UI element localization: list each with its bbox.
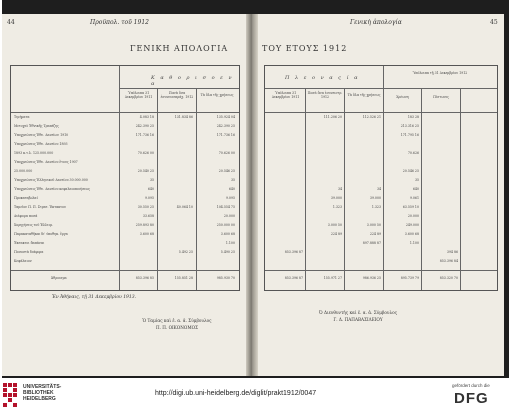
left-row-label: Κεφάλαιον xyxy=(14,259,32,263)
right-row-d: 640 xyxy=(412,187,419,191)
right-signer-title: Ὁ Διευθυντὴς καὶ ἐ. α. ἀ. Σύμβουλος xyxy=(319,310,397,315)
right-running-head: Γενικὴ ἀπολογία xyxy=(350,19,402,26)
left-row-c: 250.000 00 xyxy=(216,223,235,227)
left-row-b: 131.834 86 xyxy=(174,115,193,119)
left-title: ΓΕΝΙΚΗ ΑΠΟΛΟΓΙΑ xyxy=(130,44,229,53)
right-row-c: 112.526 21 xyxy=(362,115,381,119)
left-date-line: Ἐν Ἀθήναις, τῇ 31 Δεκεμβρίου 1913. xyxy=(52,295,137,300)
left-row-label: Ὑποχρεώσεις Ἐθν. Δανείων 1910 xyxy=(14,133,69,137)
left-row-label: Ποσοστὰ διάφορα xyxy=(14,250,44,254)
right-row-a: 853.396 87 xyxy=(284,250,303,254)
left-row-label: Προκαταβολαί xyxy=(14,196,38,200)
right-signer-name: Γ. Δ. ΠΑΠΑΒΑΣΙΛΕΙΟΥ xyxy=(333,317,383,322)
left-row-label: Παρακαταθῆκαι δι' ὑποθηκ. ἔργα xyxy=(14,232,68,236)
left-page-number: 44 xyxy=(7,19,15,26)
left-row-c: 171.736 16 xyxy=(216,133,235,137)
left-row-label: Ταμεῖον Π. Π. Στρατ. Ἐκτακτου xyxy=(14,205,66,209)
left-col2-header: Ποσὰ ὅσα ἐσυνεισεπράχ. 1912 xyxy=(160,91,194,99)
left-table xyxy=(10,65,240,291)
left-total-a: 853.396 85 xyxy=(135,276,154,280)
left-row-label: Μετοχαὶ Ἐθνικῆς Τραπέζης xyxy=(14,124,59,128)
left-row-b: 5.492 25 xyxy=(178,250,193,254)
left-row-a: 3.600 68 xyxy=(139,232,154,236)
left-col3-header: Τὰ ὅλα τῆς χρήσεως xyxy=(200,93,234,97)
heidelberg-logo[interactable] xyxy=(3,383,23,408)
left-row-a: 4.083 18 xyxy=(139,115,154,119)
right-col1-header: Ὑπόλοιπα 31 Δεκεμβρίου 1911 xyxy=(271,91,300,99)
left-row-a: 171.736 16 xyxy=(135,133,154,137)
left-row-a: 20.540 25 xyxy=(137,169,154,173)
dfg-logo[interactable]: DFG xyxy=(454,390,489,407)
left-row-c: 20.546 25 xyxy=(218,169,235,173)
left-row-label: Τιμήματα xyxy=(14,115,30,119)
left-row-c: 70.626 00 xyxy=(218,151,235,155)
left-row-label: Ὑποχρεώσεις Ἐλληνικοῦ Δανείου 30.000.000 xyxy=(14,178,88,182)
left-row-c: 104.554 75 xyxy=(216,205,235,209)
right-row-c: 39.000 xyxy=(369,196,381,200)
right-row-c: 3.000 50 xyxy=(366,223,381,227)
left-row-a: 640 xyxy=(147,187,154,191)
left-row-a: 9.095 xyxy=(144,196,154,200)
right-row-c: 224 89 xyxy=(369,232,381,236)
left-total-c: 985.930 70 xyxy=(216,276,235,280)
right-row-e: 394 86 xyxy=(446,250,458,254)
left-row-label: Ὑποχρεώσεις Ἐθν. Δανείου 1893 xyxy=(14,142,68,146)
left-row-a: 33.658 xyxy=(142,214,154,218)
left-signer-title: Ὁ Ταμίας καὶ ἐ. α. ἀ. Σύμβουλος xyxy=(142,318,212,323)
right-col4-header: Χρέωση xyxy=(396,95,409,99)
left-row-c: 242.390 25 xyxy=(216,124,235,128)
right-row-b: 39.000 xyxy=(330,196,342,200)
left-row-label: Χορηγήσεις τοῦ Ἐλλειμ. xyxy=(14,223,54,227)
left-row-c: 640 xyxy=(228,187,235,191)
left-row-a: 30.550 25 xyxy=(137,205,154,209)
left-row-c: 9.095 xyxy=(225,196,235,200)
right-row-c: 1.323 xyxy=(371,205,381,209)
right-row-d: 63.559 10 xyxy=(402,205,419,209)
right-table xyxy=(264,65,498,291)
left-row-a: 70.626 00 xyxy=(137,151,154,155)
right-row-b: 224 89 xyxy=(330,232,342,236)
left-total-b: 155.851 28 xyxy=(174,276,193,280)
left-row-label: Ἐκτακτοι δαπάναι xyxy=(14,241,45,245)
right-total-b: 155.971 27 xyxy=(323,276,342,280)
right-col3-header: Τὰ ὅλα τῆς χρήσεως xyxy=(347,93,381,97)
funded-by-label: gefördert durch die xyxy=(452,383,490,388)
right-row-d: 20.000 xyxy=(407,214,419,218)
right-header-group: Π λ ε ο ν α ς ί α xyxy=(285,75,360,81)
right-row-d: 9.061 xyxy=(409,196,419,200)
left-header-group: Κ α θ ο ρ ι σ ο ε ν α xyxy=(151,75,234,87)
right-total-d: 895.739 79 xyxy=(400,276,419,280)
right-page xyxy=(258,14,504,376)
left-running-head: Προϋπολ. τοῦ 1912 xyxy=(90,19,149,26)
right-row-d: 70.626 xyxy=(407,151,419,155)
left-row-label: Διάφορα ποσά xyxy=(14,214,38,218)
right-total-c: 986.936 25 xyxy=(362,276,381,280)
left-row-c: 1.100 xyxy=(225,241,235,245)
right-row-c: 34 xyxy=(376,187,381,191)
left-row-label: Ὑποχρεώσεις Ἐθν. Δανείου κεφαλαιοποιήσεως xyxy=(14,187,91,191)
right-row-d: 249.000 xyxy=(405,223,419,227)
left-row-label: 1893 κ.τ.λ. 125.000.000 xyxy=(14,151,54,155)
left-row-b: 40.064 10 xyxy=(176,205,193,209)
right-row-b: 34 xyxy=(337,187,342,191)
right-total-a: 853.396 87 xyxy=(284,276,303,280)
right-row-d: 20.546 25 xyxy=(402,169,419,173)
right-row-d: 1.100 xyxy=(409,241,419,245)
right-row-b: 111.206 20 xyxy=(323,115,342,119)
permalink-url[interactable]: http://digi.ub.uni-heidelberg.de/diglit/prakt1912/0047 xyxy=(155,390,317,397)
left-row-c: 35 xyxy=(230,178,235,182)
book-gutter xyxy=(246,14,258,376)
left-row-c: 135.924 04 xyxy=(216,115,235,119)
right-header-group2: Ὑπόλοιπα τῇ 31 Δεκεμβρίου 1912 xyxy=(412,71,468,75)
left-total-label: Ἀθροισμα xyxy=(51,276,67,280)
left-row-c: 5.490 25 xyxy=(220,250,235,254)
left-row-c: 20.000 xyxy=(223,214,235,218)
right-row-d: 3.600 68 xyxy=(404,232,419,236)
left-row-label: 25.000.000 xyxy=(14,169,33,173)
left-col1-header: Ὑπόλοιπα 31 Δεκεμβρίου 1911 xyxy=(124,91,153,99)
left-row-a: 259.893 80 xyxy=(135,223,154,227)
right-page-number: 45 xyxy=(490,19,498,26)
right-row-b: 3.000 50 xyxy=(327,223,342,227)
right-row-d: 183 28 xyxy=(407,115,419,119)
right-row-d: 213.316 25 xyxy=(400,124,419,128)
left-signer-name: Π. Π. ΟΙΚΟΝΟΜΟΣ xyxy=(155,325,199,330)
right-col5-header: Πίστωσις xyxy=(433,95,449,99)
left-row-a: 242.390 25 xyxy=(135,124,154,128)
right-row-d: 35 xyxy=(414,178,419,182)
left-row-label: Ὑποχρεώσεις Ἐθν. Δανείου ἔτους 1907 xyxy=(14,160,78,164)
right-row-b: 1.323 xyxy=(332,205,342,209)
right-row-e: 853.396 84 xyxy=(439,259,458,263)
right-row-c: 897.888 87 xyxy=(362,241,381,245)
right-row-d: 171.795 16 xyxy=(400,133,419,137)
left-row-c: 3.600 68 xyxy=(220,232,235,236)
right-total-e: 853.320 70 xyxy=(439,276,458,280)
right-col2-header: Ποσὰ ὅσα ἐσυνειστρ. 1912 xyxy=(307,91,343,99)
right-title: ΤΟΥ ΕΤΟΥΣ 1912 xyxy=(262,44,348,53)
library-name: UNIVERSITÄTS- BIBLIOTHEK HEIDELBERG xyxy=(23,384,62,402)
left-page xyxy=(2,14,246,376)
left-row-a: 35 xyxy=(149,178,154,182)
